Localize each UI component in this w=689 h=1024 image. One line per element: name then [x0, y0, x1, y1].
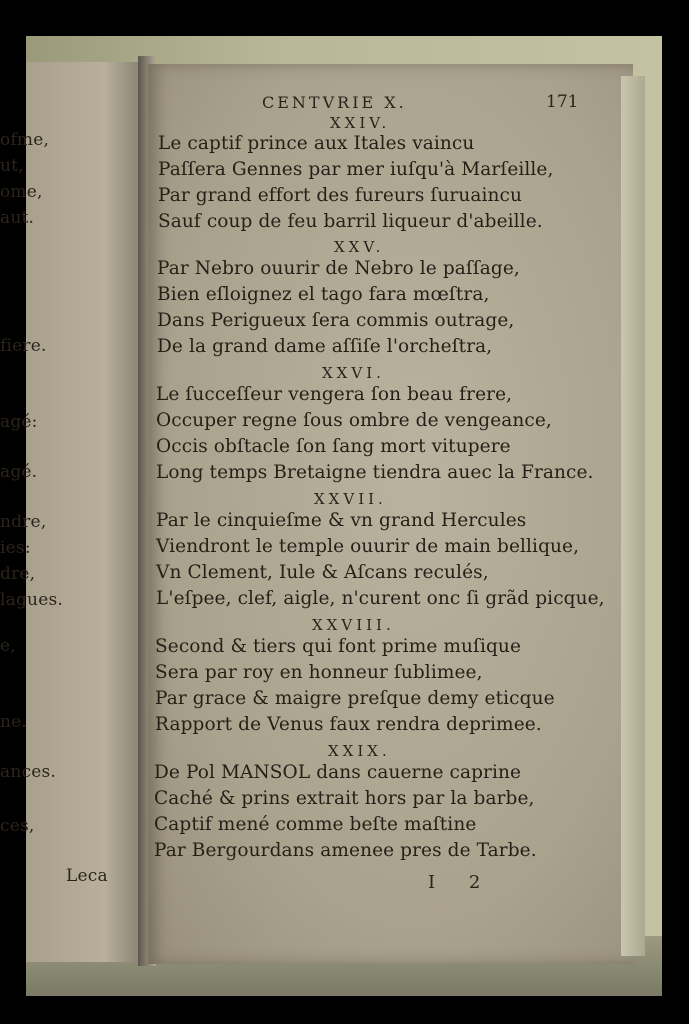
- verse-line: Bien eſloignez el tago fara mœſtra,: [157, 284, 490, 305]
- left-fragment: agé:: [0, 412, 38, 432]
- verse-line: Dans Perigueux ſera commis outrage,: [157, 310, 515, 331]
- verse-line: Second & tiers qui font prime muſique: [155, 636, 521, 657]
- left-catchword: Leca: [66, 866, 108, 886]
- verse-line: Viendront le temple ouurir de main bellique,: [156, 536, 580, 557]
- page-number: 171: [546, 92, 579, 112]
- verse-line: Long temps Bretaigne tiendra auec la France.: [156, 462, 594, 483]
- left-fragment: aut.: [0, 208, 35, 228]
- verse-line: Vn Clement, Iule & Aſcans reculés,: [156, 562, 489, 583]
- verse-line: Par grand effort des fureurs ſuruaincu: [158, 185, 522, 206]
- stanza-numeral: XXVI.: [322, 364, 385, 382]
- running-head: CENTVRIE X.: [262, 93, 407, 112]
- verse-line: Caché & prins extrait hors par la barbe,: [154, 788, 535, 809]
- verse-line: Paſſera Gennes par mer iuſqu'à Marſeille,: [158, 159, 554, 180]
- verse-line: Sauf coup de feu barril liqueur d'abeille.: [158, 211, 543, 232]
- stanza-numeral: XXVIII.: [312, 616, 395, 634]
- verse-line: Par le cinquieſme & vn grand Hercules: [156, 510, 527, 531]
- stanza-numeral: XXIV.: [330, 114, 391, 132]
- left-fragment: ut,: [0, 156, 24, 176]
- verse-line: Le ſucceſſeur vengera ſon beau frere,: [156, 384, 513, 405]
- verse-line: Occuper regne ſous ombre de vengeance,: [156, 410, 552, 431]
- verse-line: Par Nebro ouurir de Nebro le paſſage,: [157, 258, 520, 279]
- verse-line: De Pol MANSOL dans cauerne caprine: [154, 762, 522, 783]
- verse-line: Par grace & maigre preſque demy eticque: [155, 688, 555, 709]
- left-fragment: ofme,: [0, 130, 50, 150]
- verse-line: Captif mené comme beſte maſtine: [154, 814, 477, 835]
- left-fragment: ances.: [0, 762, 56, 782]
- verse-line: Le captif prince aux Itales vaincu: [158, 133, 475, 154]
- left-fragment: dre,: [0, 564, 36, 584]
- verse-line: Occis obſtacle ſon ſang mort vitupere: [156, 436, 511, 457]
- stanza-numeral: XXVII.: [314, 490, 387, 508]
- signature-mark: I 2: [428, 872, 495, 893]
- left-fragment: ome,: [0, 182, 43, 202]
- stanza-numeral: XXV.: [334, 238, 385, 256]
- verse-line: De la grand dame aſſiſe l'orcheſtra,: [157, 336, 493, 357]
- left-fragment: ces,: [0, 816, 35, 836]
- left-fragment: ies:: [0, 538, 31, 558]
- left-fragment: ndre,: [0, 512, 47, 532]
- left-fragment: lagues.: [0, 590, 63, 610]
- left-fragment: e,: [0, 636, 16, 656]
- verse-line: L'eſpee, clef, aigle, n'curent onc ſi grãd picque,: [156, 588, 605, 609]
- left-fragment: ne.: [0, 712, 28, 732]
- left-fragment: agé.: [0, 462, 38, 482]
- left-fragment: fiere.: [0, 336, 47, 356]
- page-edge: [621, 76, 645, 956]
- verse-line: Sera par roy en honneur ſublimee,: [155, 662, 483, 683]
- stanza-numeral: XXIX.: [328, 742, 391, 760]
- verse-line: Par Bergourdans amenee pres de Tarbe.: [154, 840, 537, 861]
- verse-line: Rapport de Venus faux rendra deprimee.: [155, 714, 542, 735]
